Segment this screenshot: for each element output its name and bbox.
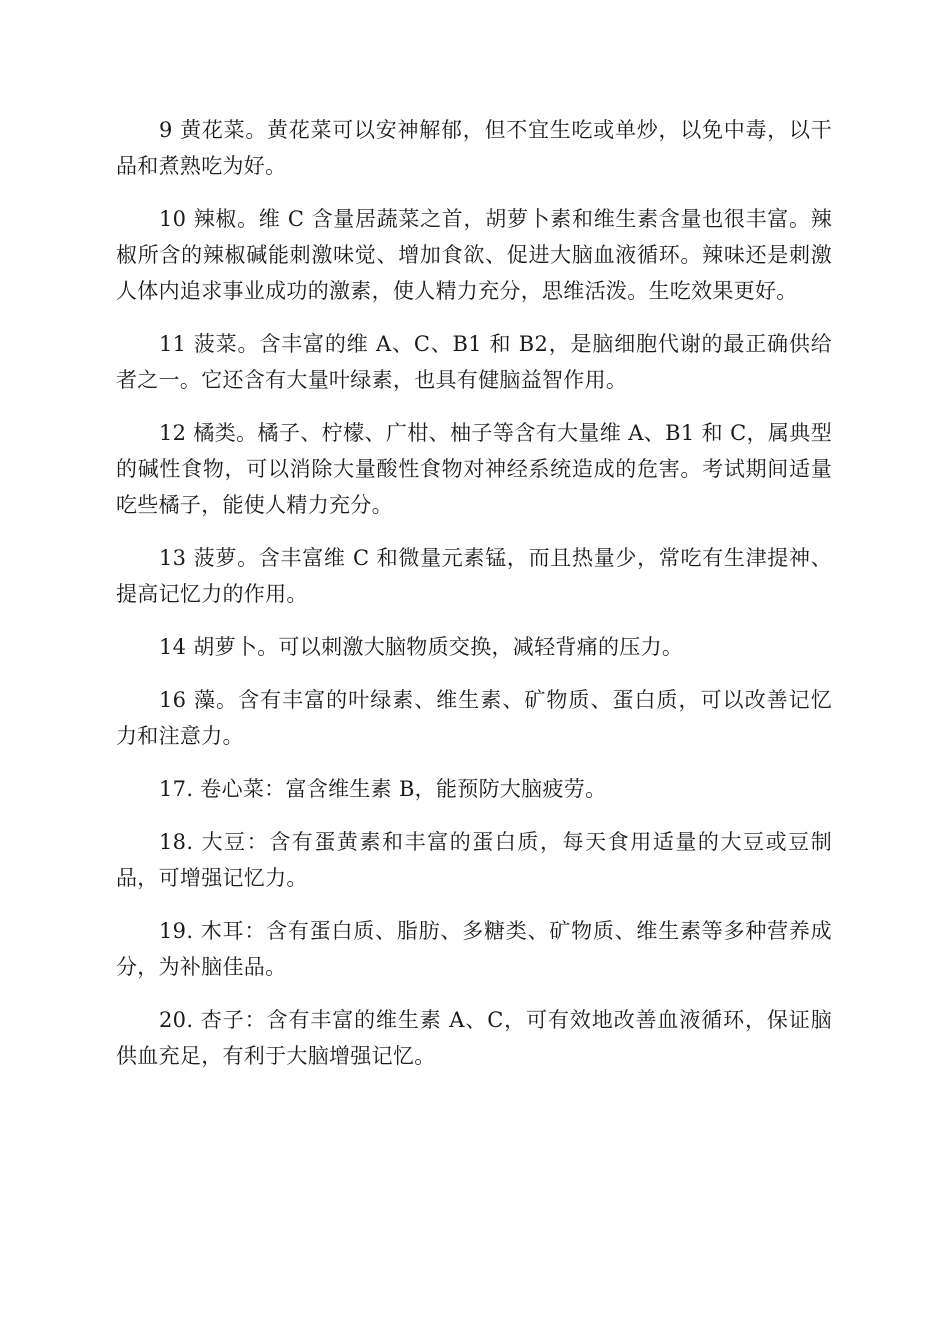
paragraph-huanghuacai: 9 黄花菜。黄花菜可以安神解郁，但不宜生吃或单炒，以免中毒，以干品和煮熟吃为好。 (116, 118, 832, 178)
document-body (116, 112, 832, 1091)
paragraph-bocai: 11 菠菜。含丰富的维 A、C、B1 和 B2，是脑细胞代谢的最正确供给者之一。它还含有大量叶绿素，也具有健脑益智作用。 (116, 332, 832, 392)
paragraph-xingzi: 20. 杏子：含有丰富的维生素 A、C，可有效地改善血液循环，保证脑供血充足，有利于大脑增强记忆。 (116, 1008, 832, 1068)
paragraph-zao: 16 藻。含有丰富的叶绿素、维生素、矿物质、蛋白质，可以改善记忆力和注意力。 (116, 688, 832, 748)
paragraph-huluobo: 14 胡萝卜。可以刺激大脑物质交换，减轻背痛的压力。 (159, 635, 684, 659)
paragraph-muer: 19. 木耳：含有蛋白质、脂肪、多糖类、矿物质、维生素等多种营养成分，为补脑佳品。 (116, 919, 832, 979)
paragraph-boluo: 13 菠萝。含丰富维 C 和微量元素锰，而且热量少，常吃有生津提神、提高记忆力的作用。 (116, 546, 832, 606)
paragraph-lajiao: 10 辣椒。维 C 含量居蔬菜之首，胡萝卜素和维生素含量也很丰富。辣椒所含的辣椒碱能刺激味觉、增加食欲、促进大脑血液循环。辣味还是刺激人体内追求事业成功的激素，使人精力充分，思维活泼。生吃效果更好。 (116, 207, 832, 303)
paragraph-dadou: 18. 大豆：含有蛋黄素和丰富的蛋白质，每天食用适量的大豆或豆制品，可增强记忆力。 (116, 830, 832, 890)
paragraph-julei: 12 橘类。橘子、柠檬、广柑、柚子等含有大量维 A、B1 和 C，属典型的碱性食物，可以消除大量酸性食物对神经系统造成的危害。考试期间适量吃些橘子，能使人精力充分。 (116, 421, 832, 517)
paragraph-juanxincai: 17. 卷心菜：富含维生素 B，能预防大脑疲劳。 (159, 777, 607, 801)
